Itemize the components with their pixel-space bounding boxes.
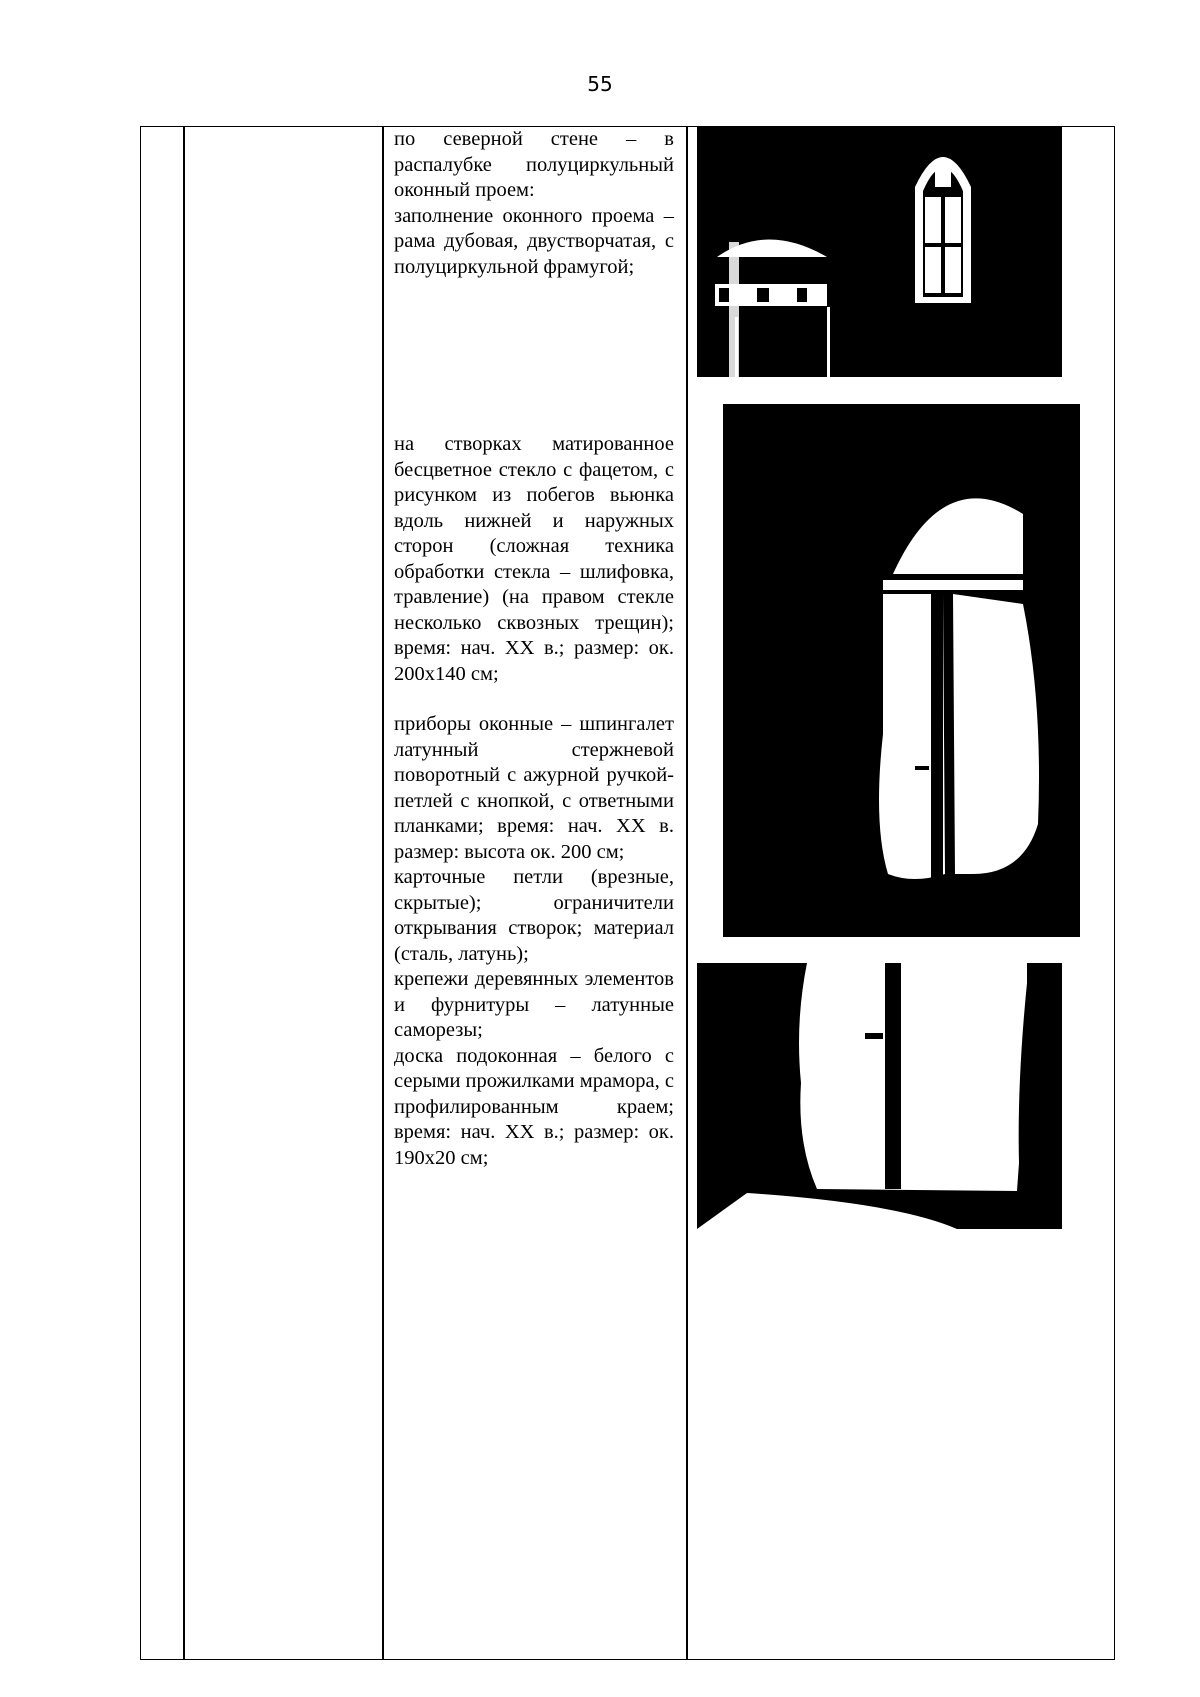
page-number: 55 bbox=[587, 72, 613, 96]
table-divider-1 bbox=[183, 126, 185, 1660]
description-paragraph: по северной стене – в распалубке полуциркульный оконный проем: bbox=[394, 128, 674, 201]
description-paragraph: заполнение оконного проема – рама дубовая, двустворчатая, с полуциркульной фрамугой; bbox=[394, 204, 674, 278]
description-paragraph: доска подоконная – белого с серыми прожилками мрамора, с профилированным краем; время: нач. XX в.; размер: ок. 190х20 см; bbox=[394, 1044, 674, 1169]
table-divider-2 bbox=[382, 126, 384, 1660]
description-paragraph: приборы оконные – шпингалет латунный стержневой поворотный с ажурной ручкой-петлей с кнопкой, с ответными планками; время: нач. XX в. размер: высота ок. 200 см; bbox=[394, 713, 674, 863]
description-block-glass bbox=[394, 432, 674, 687]
description-paragraph: карточные петли (врезные, скрытые); ограничители открывания створок; материал (сталь, латунь); bbox=[394, 866, 674, 965]
photo-window-sill-closeup bbox=[697, 963, 1062, 1229]
description-paragraph: на створках матированное бесцветное стекло с фацетом, с рисунком из побегов вьюнка вдоль нижней и наружных сторон (сложная техника обработки стекла – шлифовка, травление) (на правом стекле несколько сквозных трещин); время: нач. XX в.; размер: ок. 200х140 см; bbox=[394, 433, 674, 685]
description-paragraph: крепежи деревянных элементов и фурнитуры – латунные саморезы; bbox=[394, 968, 674, 1041]
photo-window-sashes-closeup bbox=[723, 404, 1080, 937]
table-divider-3 bbox=[686, 126, 688, 1660]
description-column bbox=[394, 127, 674, 1171]
photo-window-arched-interior bbox=[697, 127, 1062, 377]
description-block-north-wall bbox=[394, 127, 674, 280]
description-block-hardware bbox=[394, 712, 674, 1171]
